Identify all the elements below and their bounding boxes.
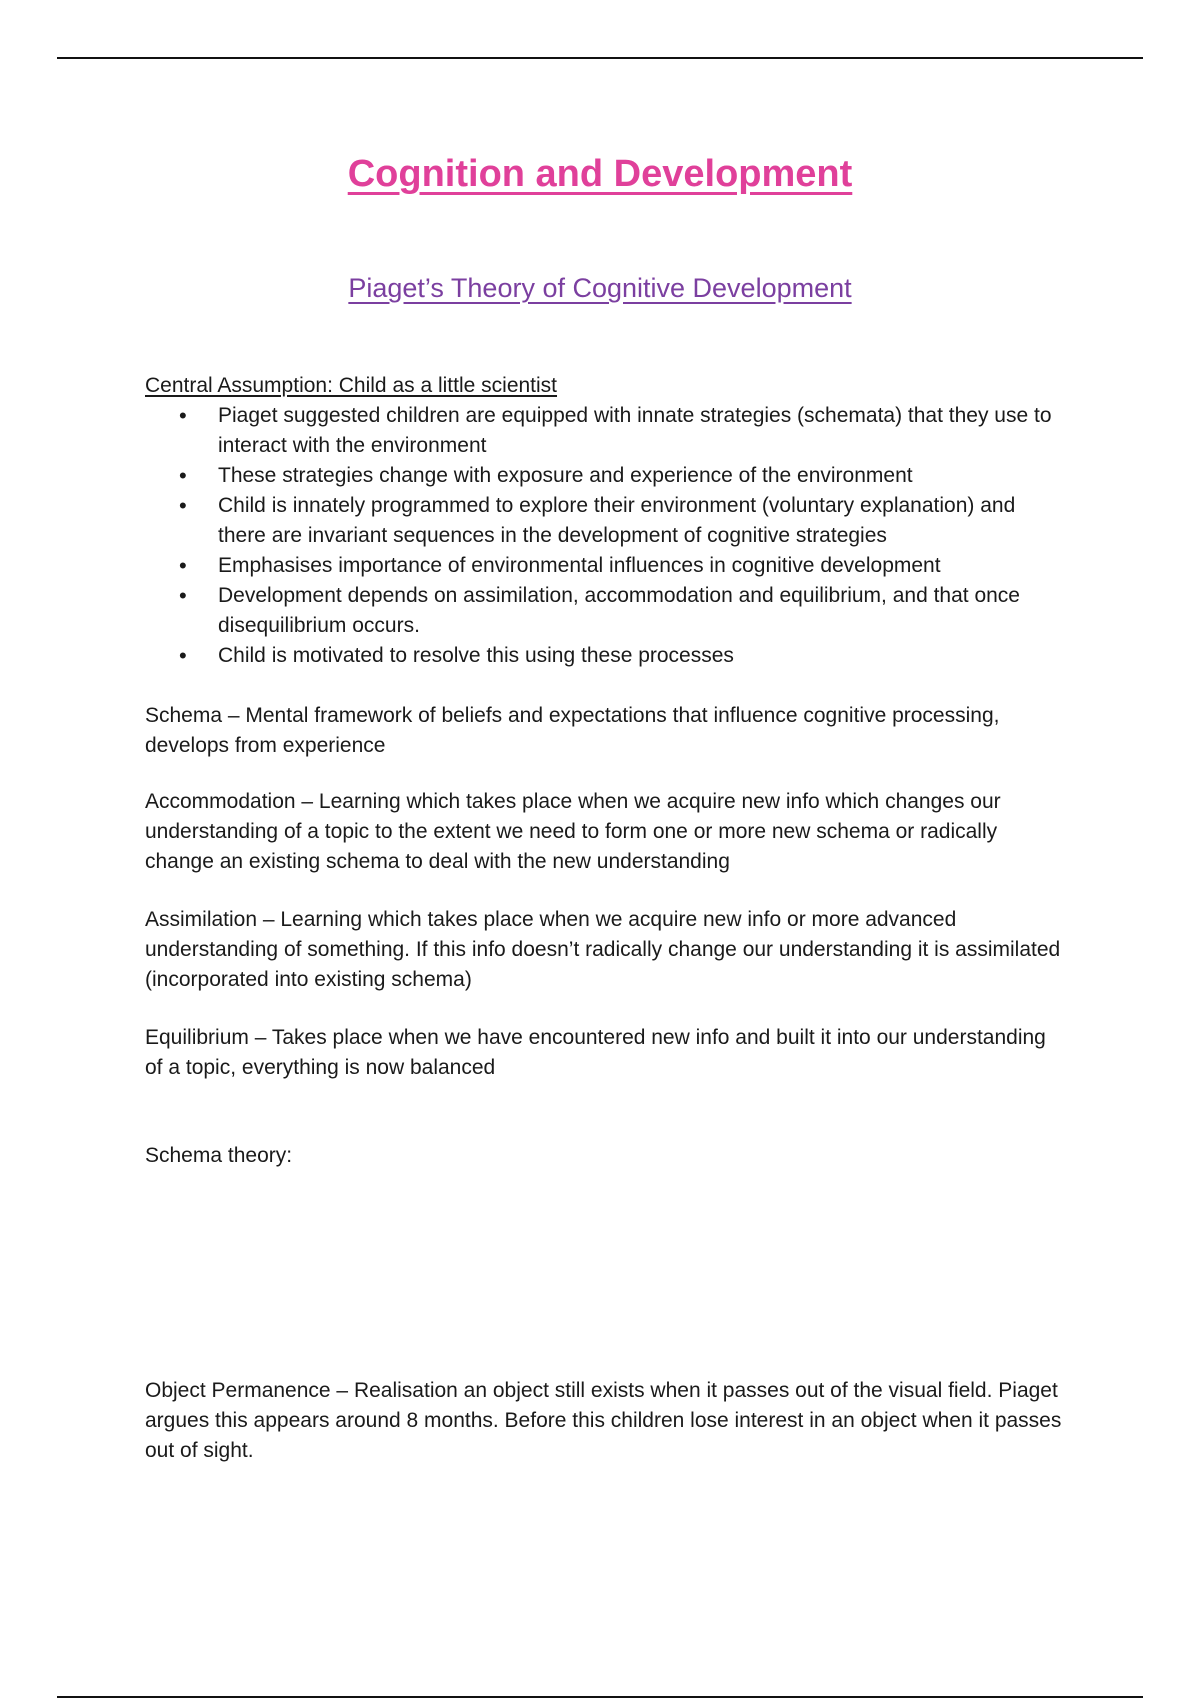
bullet-item: • Development depends on assimilation, accommodation and equilibrium, and that once disequilibrium occurs. bbox=[145, 581, 1065, 641]
accommodation-definition: Accommodation – Learning which takes place when we acquire new info which changes our understanding of a topic to the extent we need to form one or more new schema or radically change an existing schema to deal with the new understanding bbox=[145, 790, 1001, 873]
schema-definition: Schema – Mental framework of beliefs and expectations that influence cognitive processing, develops from experience bbox=[145, 704, 1000, 757]
section-subtitle: Piaget’s Theory of Cognitive Development bbox=[348, 273, 852, 303]
central-assumption-heading: Central Assumption: Child as a little scientist bbox=[145, 374, 558, 397]
page-title: Cognition and Development bbox=[347, 153, 853, 195]
schema-theory-label: Schema theory: bbox=[145, 1144, 293, 1167]
object-permanence-definition: Object Permanence – Realisation an object still exists when it passes out of the visual field. Piaget argues this appears around 8 months. Before this children lose interest in an object when it passes out of sight. bbox=[145, 1379, 1062, 1462]
assimilation-definition: Assimilation – Learning which takes place when we acquire new info or more advanced understanding of something. If this info doesn’t radically change our understanding it is assimilated (incorporated into existing schema) bbox=[145, 908, 1061, 991]
assumption-bullet-list bbox=[145, 401, 1065, 671]
bullet-item: • These strategies change with exposure and experience of the environment bbox=[145, 461, 1065, 491]
bullet-item: • Child is innately programmed to explore their environment (voluntary explanation) and there are invariant sequences in the development of cognitive strategies bbox=[145, 491, 1065, 551]
page-bottom-rule bbox=[57, 1696, 1143, 1698]
page-top-rule bbox=[57, 57, 1143, 59]
equilibrium-definition: Equilibrium – Takes place when we have encountered new info and built it into our understanding of a topic, everything is now balanced bbox=[145, 1026, 1046, 1079]
bullet-item: • Emphasises importance of environmental influences in cognitive development bbox=[145, 551, 1065, 581]
bullet-item: • Child is motivated to resolve this using these processes bbox=[145, 641, 1065, 671]
bullet-item: • Piaget suggested children are equipped with innate strategies (schemata) that they use to interact with the environment bbox=[145, 401, 1065, 461]
